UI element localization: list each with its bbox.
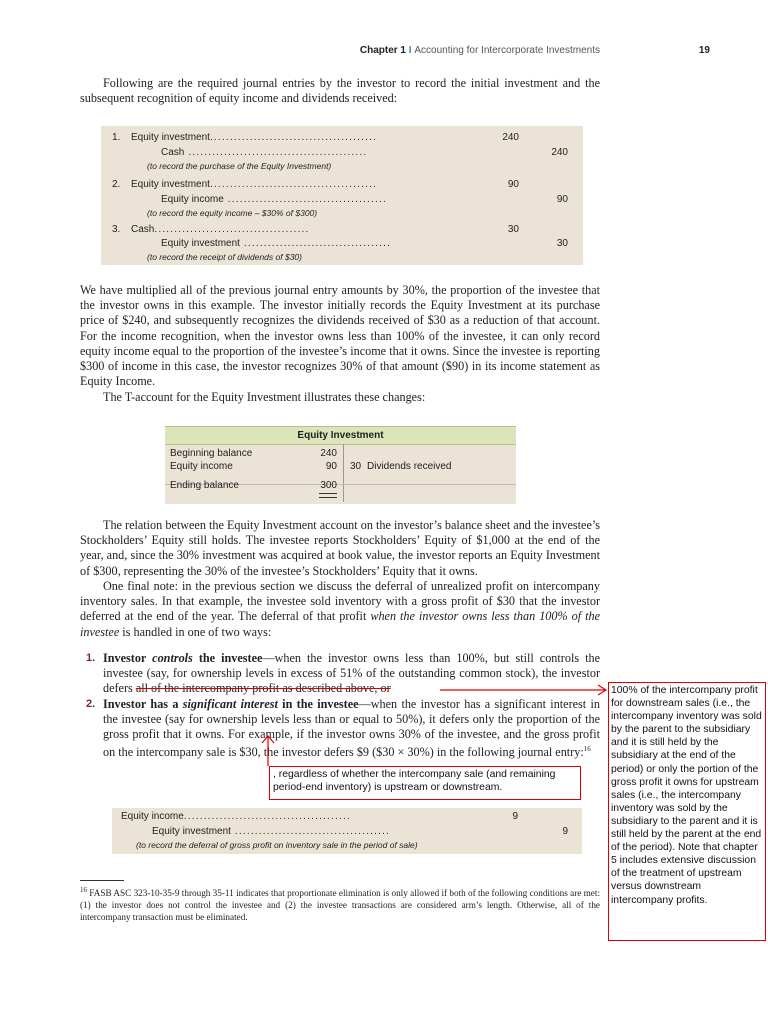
relation-paragraph: The relation between the Equity Investment account on the investor’s balance sheet and the investee’s Stockholders’ Equity still holds. The investee reports Stockholders’ Equity of $1,000 at the end of the year, and, since the 30% investment was acquired at book value, the investor reports an Equity Investment of $300, representing the 30% of the investee’s Stockholders’ Equity that it owns. — [80, 518, 600, 578]
item-number: 2. — [86, 697, 96, 710]
entry-memo: (to record the purchase of the Equity Investment) — [147, 161, 332, 171]
credit-account: Equity investment ..................................... — [161, 238, 392, 249]
credit-amount: 240 — [551, 147, 568, 158]
list-item: 2. Investor has a significant interest in the investee—when the investor has a significant interest in the investee (say for ownership levels less than or equal to 50%), it defers only the proportion of the gross profit that it owns. For example, if the investor owns 30% of the investee, and the gross profit on the intercompany sale is $30, the investor defers $9 ($30 × 30%) in the following journal entry:$^{16}$ — [86, 696, 600, 760]
credit-account: Cash ............................................. — [161, 147, 368, 158]
credit-account: Equity investment ....................................... — [152, 826, 391, 837]
footnote: $^{16}$ FASB ASC 323-10-35-9 through 35-11 indicates that proportionate elimination is only allowed if both of the following conditions are met: (1) the investor does not control the investee and (2) the investee transactions are considered arm’s length. Otherwise, all of the intercompany transaction must be eliminated. — [80, 886, 600, 923]
credit-account: Equity income ........................................ — [161, 194, 387, 205]
side-annotation: 100% of the intercompany profit for downstream sales (i.e., the intercompany inventory was sold by the parent to the subsidiary and it is still held by the subsidiary at the end of the period) or only the portion of the gross profit it owns for upstream sales (i.e., the intercompany inventory was sold by the subsidiary to the parent and it is still held by the parent at the end of the period). Note that chapter 5 includes extensive discussion of the treatment of upstream versus downstream intercompany profits. — [608, 682, 766, 941]
page-number: 19 — [698, 45, 710, 56]
intro-paragraph: Following are the required journal entries by the investor to record the initial investment and the subsequent recognition of equity income and dividends received: — [80, 76, 600, 106]
chapter-label: Chapter 1 — [359, 45, 406, 56]
entry-memo: (to record the deferral of gross profit on inventory sale in the period of sale) — [136, 840, 418, 850]
beginning-balance-label: Beginning balance — [170, 448, 253, 459]
debit-account: Equity investment.......................................... — [131, 132, 378, 143]
entry-number: 3. — [112, 224, 121, 235]
debit-account: Equity investment.......................................... — [131, 179, 378, 190]
entry-number: 1. — [112, 132, 121, 143]
beginning-balance-value: 240 — [320, 448, 337, 459]
list-item: 1. Investor controls the investee—when the investor owns less than 100%, but still controls the investee (say, for ownership levels in excess of 51% of the outstanding common stock), the investor defers all of the intercompany profit as described above, or — [86, 651, 600, 696]
debit-amount: 240 — [502, 132, 519, 143]
dividends-label: Dividends received — [367, 461, 452, 472]
explanation-paragraph: We have multiplied all of the previous journal entry amounts by 30%, the proportion of the investee that the investor owns in this example. The investor initially records the Equity Investment at its purchase price of $240, and subsequently recognizes the dividends received of $30 as a reduction of that account. For the income recognition, when the investor owns less than 100% of the investee, it can only record equity income equal to the proportion of the investee’s income that it owns. Since the investee is reporting $300 of income in this case, the investor recognizes 30% of that amount ($90) in its income statement as Equity Income. — [80, 283, 600, 389]
ending-balance-label: Ending balance — [170, 480, 239, 491]
ending-balance-value: 300 — [320, 480, 337, 491]
inline-annotation: , regardless of whether the intercompany sale (and remaining period-end inventory) is upstream or downstream. — [269, 766, 581, 800]
debit-amount: 90 — [507, 179, 519, 190]
entry-memo: (to record the receipt of dividends of $30) — [147, 252, 302, 262]
t-account-title: Equity Investment — [165, 426, 516, 445]
final-note-paragraph: One final note: in the previous section we discuss the deferral of unrealized profit on intercompany inventory sales. In that example, the investee sold inventory with a gross profit of $30 that the investor deferred at the end of the year. The deferral of that profit when the investor owns less than 100% of the investee is handled in one of two ways: — [80, 579, 600, 639]
item-number: 1. — [86, 652, 96, 664]
credit-amount: 9 — [562, 826, 568, 837]
debit-amount: 9 — [512, 811, 518, 822]
debit-amount: 30 — [507, 224, 519, 235]
debit-account: Equity income.......................................... — [121, 811, 351, 822]
struck-text: all of the intercompany profit as described above, or — [135, 681, 391, 696]
footnote-ref: 16 — [583, 745, 591, 754]
dividends-value: 30 — [350, 461, 362, 472]
credit-amount: 90 — [556, 194, 568, 205]
t-account-intro: The T-account for the Equity Investment illustrates these changes: — [103, 390, 426, 404]
debit-account: Cash....................................... — [131, 224, 310, 235]
header-separator: I — [408, 45, 412, 56]
entry-memo: (to record the equity income – $30% of $300) — [147, 208, 318, 218]
equity-income-value: 90 — [325, 461, 337, 472]
chapter-title: Accounting for Intercorporate Investments — [414, 45, 600, 56]
equity-income-label: Equity income — [170, 461, 233, 472]
entry-number: 2. — [112, 179, 121, 190]
credit-amount: 30 — [556, 238, 568, 249]
